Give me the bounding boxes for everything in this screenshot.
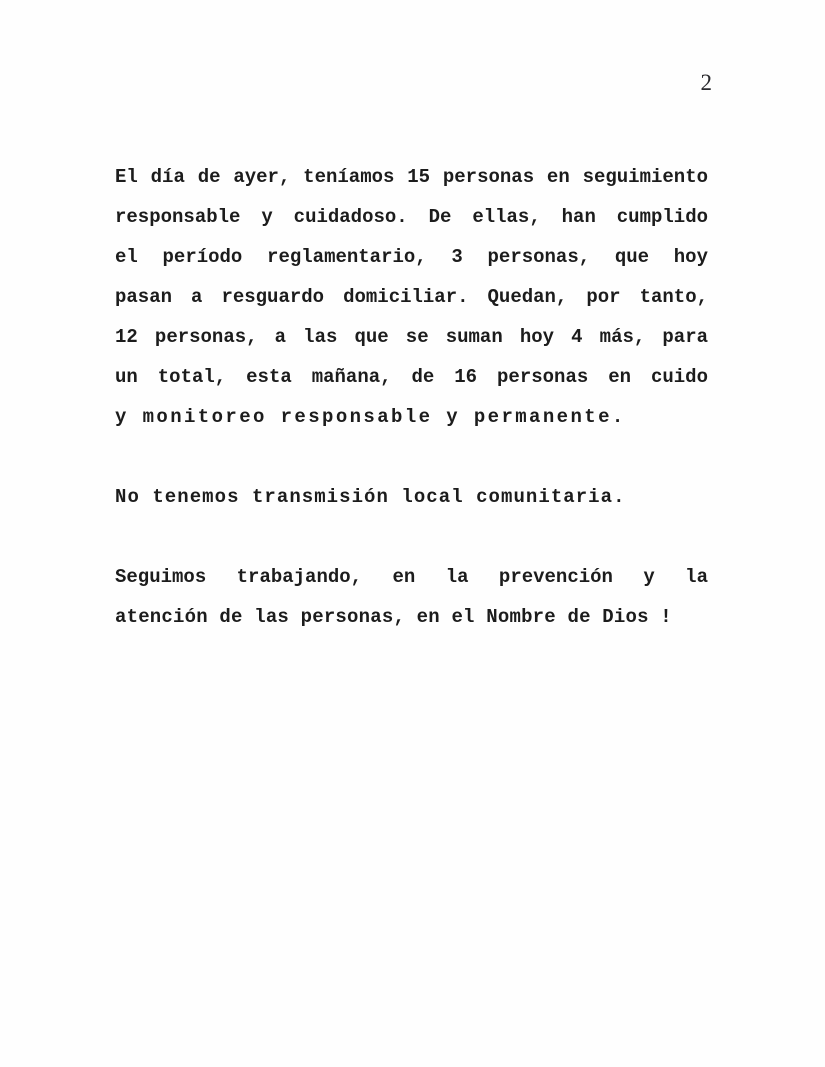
text-line: un total, esta mañana, de 16 personas en cuido <box>115 366 708 388</box>
text-line: 12 personas, a las que se suman hoy 4 más, para <box>115 326 708 348</box>
page-number: 2 <box>700 70 712 95</box>
text-line: atención de las personas, en el Nombre de Dios ! <box>115 606 672 628</box>
text-line: responsable y cuidadoso. De ellas, han cumplido <box>115 206 708 228</box>
paragraph <box>115 477 708 517</box>
text-line: y monitoreo responsable y permanente. <box>115 406 626 428</box>
text-line: pasan a resguardo domiciliar. Quedan, por tanto, <box>115 286 708 308</box>
paragraph <box>115 157 708 437</box>
text-line: el período reglamentario, 3 personas, que hoy <box>115 246 708 268</box>
text-line: El día de ayer, teníamos 15 personas en seguimiento <box>115 166 708 188</box>
document-body <box>115 157 708 637</box>
paragraph <box>115 557 708 637</box>
text-line: Seguimos trabajando, en la prevención y la <box>115 566 708 588</box>
text-line: No tenemos transmisión local comunitaria. <box>115 486 626 508</box>
